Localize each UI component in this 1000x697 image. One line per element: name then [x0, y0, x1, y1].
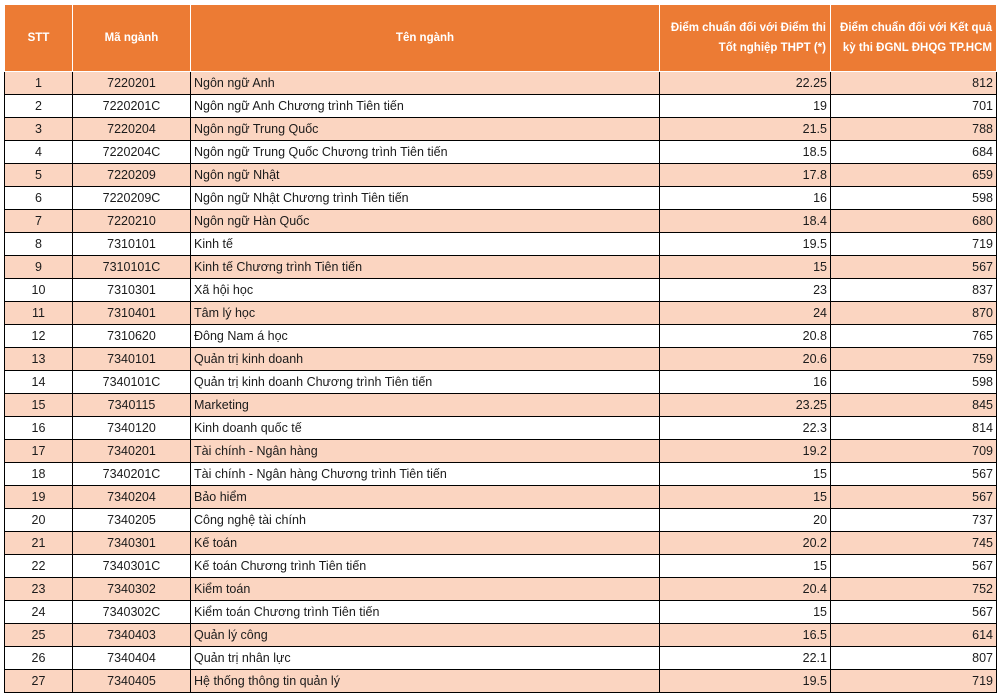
cell-stt: 3	[5, 118, 73, 141]
cell-dgnl-score: 598	[831, 187, 997, 210]
admission-score-table	[4, 4, 997, 693]
cell-thpt-score: 20.2	[660, 532, 831, 555]
table-row	[5, 647, 997, 670]
cell-stt: 18	[5, 463, 73, 486]
cell-stt: 5	[5, 164, 73, 187]
cell-thpt-score: 21.5	[660, 118, 831, 141]
cell-thpt-score: 23	[660, 279, 831, 302]
cell-name: Quản trị kinh doanh Chương trình Tiên tiến	[191, 371, 660, 394]
cell-name: Kế toán Chương trình Tiên tiến	[191, 555, 660, 578]
cell-name: Kinh tế Chương trình Tiên tiến	[191, 256, 660, 279]
table-header	[5, 5, 997, 72]
cell-stt: 19	[5, 486, 73, 509]
cell-dgnl-score: 567	[831, 463, 997, 486]
cell-code: 7310620	[73, 325, 191, 348]
cell-code: 7340404	[73, 647, 191, 670]
table-row	[5, 486, 997, 509]
cell-stt: 27	[5, 670, 73, 693]
cell-code: 7220210	[73, 210, 191, 233]
header-dgnl-score	[831, 5, 997, 72]
cell-name: Ngôn ngữ Nhật Chương trình Tiên tiến	[191, 187, 660, 210]
cell-name: Marketing	[191, 394, 660, 417]
cell-stt: 6	[5, 187, 73, 210]
cell-code: 7340301	[73, 532, 191, 555]
cell-code: 7340302C	[73, 601, 191, 624]
cell-stt: 21	[5, 532, 73, 555]
cell-code: 7340405	[73, 670, 191, 693]
cell-name: Kế toán	[191, 532, 660, 555]
cell-stt: 8	[5, 233, 73, 256]
cell-name: Tài chính - Ngân hàng	[191, 440, 660, 463]
cell-thpt-score: 15	[660, 555, 831, 578]
cell-dgnl-score: 845	[831, 394, 997, 417]
cell-code: 7340201	[73, 440, 191, 463]
cell-code: 7220201	[73, 72, 191, 95]
cell-code: 7340120	[73, 417, 191, 440]
cell-name: Ngôn ngữ Nhật	[191, 164, 660, 187]
table-row	[5, 417, 997, 440]
cell-code: 7340115	[73, 394, 191, 417]
cell-dgnl-score: 701	[831, 95, 997, 118]
cell-thpt-score: 15	[660, 601, 831, 624]
cell-dgnl-score: 737	[831, 509, 997, 532]
cell-thpt-score: 18.4	[660, 210, 831, 233]
header-stt: STT	[5, 5, 73, 72]
cell-name: Công nghệ tài chính	[191, 509, 660, 532]
cell-stt: 20	[5, 509, 73, 532]
table-row	[5, 670, 997, 693]
cell-code: 7340204	[73, 486, 191, 509]
cell-stt: 2	[5, 95, 73, 118]
cell-dgnl-score: 807	[831, 647, 997, 670]
cell-thpt-score: 16	[660, 371, 831, 394]
cell-stt: 15	[5, 394, 73, 417]
header-thpt-line1: Điểm chuẩn đối với Điểm thi	[670, 22, 826, 34]
table-row	[5, 578, 997, 601]
table-row	[5, 463, 997, 486]
cell-thpt-score: 20	[660, 509, 831, 532]
cell-stt: 9	[5, 256, 73, 279]
table-row	[5, 601, 997, 624]
header-thpt-line2: Tốt nghiệp THPT (*)	[718, 42, 826, 54]
cell-stt: 11	[5, 302, 73, 325]
cell-code: 7310401	[73, 302, 191, 325]
cell-thpt-score: 18.5	[660, 141, 831, 164]
table-row	[5, 555, 997, 578]
cell-code: 7220201C	[73, 95, 191, 118]
cell-dgnl-score: 759	[831, 348, 997, 371]
cell-code: 7310101C	[73, 256, 191, 279]
table-row	[5, 279, 997, 302]
cell-name: Ngôn ngữ Anh	[191, 72, 660, 95]
cell-stt: 1	[5, 72, 73, 95]
cell-dgnl-score: 719	[831, 233, 997, 256]
cell-stt: 14	[5, 371, 73, 394]
cell-name: Kiểm toán	[191, 578, 660, 601]
cell-code: 7220204C	[73, 141, 191, 164]
cell-dgnl-score: 567	[831, 486, 997, 509]
table-row	[5, 141, 997, 164]
table-row	[5, 532, 997, 555]
table-row	[5, 233, 997, 256]
cell-dgnl-score: 680	[831, 210, 997, 233]
table-row	[5, 624, 997, 647]
cell-stt: 23	[5, 578, 73, 601]
cell-name: Ngôn ngữ Trung Quốc Chương trình Tiên tiến	[191, 141, 660, 164]
table-row	[5, 302, 997, 325]
table-row	[5, 210, 997, 233]
cell-dgnl-score: 709	[831, 440, 997, 463]
table-row	[5, 440, 997, 463]
cell-name: Đông Nam á học	[191, 325, 660, 348]
cell-thpt-score: 19.5	[660, 233, 831, 256]
cell-thpt-score: 22.3	[660, 417, 831, 440]
header-dgnl-line1: Điểm chuẩn đối với Kết quả	[840, 22, 992, 34]
cell-thpt-score: 17.8	[660, 164, 831, 187]
cell-stt: 12	[5, 325, 73, 348]
cell-name: Kiểm toán Chương trình Tiên tiến	[191, 601, 660, 624]
cell-stt: 17	[5, 440, 73, 463]
cell-name: Quản lý công	[191, 624, 660, 647]
cell-code: 7310301	[73, 279, 191, 302]
table-row	[5, 118, 997, 141]
header-dgnl-line2: kỳ thi ĐGNL ĐHQG TP.HCM	[842, 42, 992, 54]
cell-thpt-score: 20.4	[660, 578, 831, 601]
cell-thpt-score: 15	[660, 486, 831, 509]
cell-dgnl-score: 614	[831, 624, 997, 647]
cell-name: Kinh doanh quốc tế	[191, 417, 660, 440]
cell-name: Xã hội học	[191, 279, 660, 302]
table-row	[5, 394, 997, 417]
cell-name: Ngôn ngữ Hàn Quốc	[191, 210, 660, 233]
cell-thpt-score: 19.2	[660, 440, 831, 463]
cell-thpt-score: 19	[660, 95, 831, 118]
cell-code: 7220209	[73, 164, 191, 187]
cell-dgnl-score: 788	[831, 118, 997, 141]
cell-stt: 22	[5, 555, 73, 578]
cell-dgnl-score: 870	[831, 302, 997, 325]
cell-thpt-score: 20.6	[660, 348, 831, 371]
cell-name: Quản trị nhân lực	[191, 647, 660, 670]
cell-name: Ngôn ngữ Trung Quốc	[191, 118, 660, 141]
table-row	[5, 348, 997, 371]
table-row	[5, 371, 997, 394]
cell-dgnl-score: 719	[831, 670, 997, 693]
cell-thpt-score: 22.1	[660, 647, 831, 670]
cell-thpt-score: 15	[660, 256, 831, 279]
cell-dgnl-score: 659	[831, 164, 997, 187]
cell-code: 7340101	[73, 348, 191, 371]
cell-code: 7310101	[73, 233, 191, 256]
cell-stt: 10	[5, 279, 73, 302]
cell-thpt-score: 24	[660, 302, 831, 325]
table-row	[5, 164, 997, 187]
cell-stt: 24	[5, 601, 73, 624]
cell-dgnl-score: 567	[831, 555, 997, 578]
table-row	[5, 72, 997, 95]
cell-thpt-score: 16	[660, 187, 831, 210]
cell-name: Ngôn ngữ Anh Chương trình Tiên tiến	[191, 95, 660, 118]
cell-stt: 4	[5, 141, 73, 164]
cell-stt: 7	[5, 210, 73, 233]
cell-stt: 26	[5, 647, 73, 670]
table-row	[5, 256, 997, 279]
cell-name: Tài chính - Ngân hàng Chương trình Tiên tiến	[191, 463, 660, 486]
cell-dgnl-score: 752	[831, 578, 997, 601]
cell-code: 7340403	[73, 624, 191, 647]
cell-dgnl-score: 812	[831, 72, 997, 95]
cell-stt: 13	[5, 348, 73, 371]
cell-stt: 16	[5, 417, 73, 440]
cell-code: 7220204	[73, 118, 191, 141]
cell-thpt-score: 23.25	[660, 394, 831, 417]
cell-name: Quản trị kinh doanh	[191, 348, 660, 371]
cell-code: 7220209C	[73, 187, 191, 210]
cell-dgnl-score: 814	[831, 417, 997, 440]
table-row	[5, 509, 997, 532]
cell-code: 7340101C	[73, 371, 191, 394]
cell-name: Hệ thống thông tin quản lý	[191, 670, 660, 693]
header-row	[5, 5, 997, 72]
cell-code: 7340302	[73, 578, 191, 601]
table-body	[5, 72, 997, 693]
cell-dgnl-score: 745	[831, 532, 997, 555]
cell-thpt-score: 20.8	[660, 325, 831, 348]
cell-name: Kinh tế	[191, 233, 660, 256]
table-row	[5, 325, 997, 348]
cell-dgnl-score: 598	[831, 371, 997, 394]
header-code: Mã ngành	[73, 5, 191, 72]
cell-code: 7340201C	[73, 463, 191, 486]
header-name: Tên ngành	[191, 5, 660, 72]
cell-dgnl-score: 567	[831, 256, 997, 279]
cell-code: 7340301C	[73, 555, 191, 578]
cell-thpt-score: 15	[660, 463, 831, 486]
cell-dgnl-score: 684	[831, 141, 997, 164]
cell-dgnl-score: 837	[831, 279, 997, 302]
table-row	[5, 187, 997, 210]
cell-thpt-score: 22.25	[660, 72, 831, 95]
table-row	[5, 95, 997, 118]
cell-dgnl-score: 567	[831, 601, 997, 624]
cell-thpt-score: 16.5	[660, 624, 831, 647]
cell-dgnl-score: 765	[831, 325, 997, 348]
cell-thpt-score: 19.5	[660, 670, 831, 693]
header-thpt-score	[660, 5, 831, 72]
cell-name: Tâm lý học	[191, 302, 660, 325]
cell-stt: 25	[5, 624, 73, 647]
cell-code: 7340205	[73, 509, 191, 532]
cell-name: Bảo hiểm	[191, 486, 660, 509]
